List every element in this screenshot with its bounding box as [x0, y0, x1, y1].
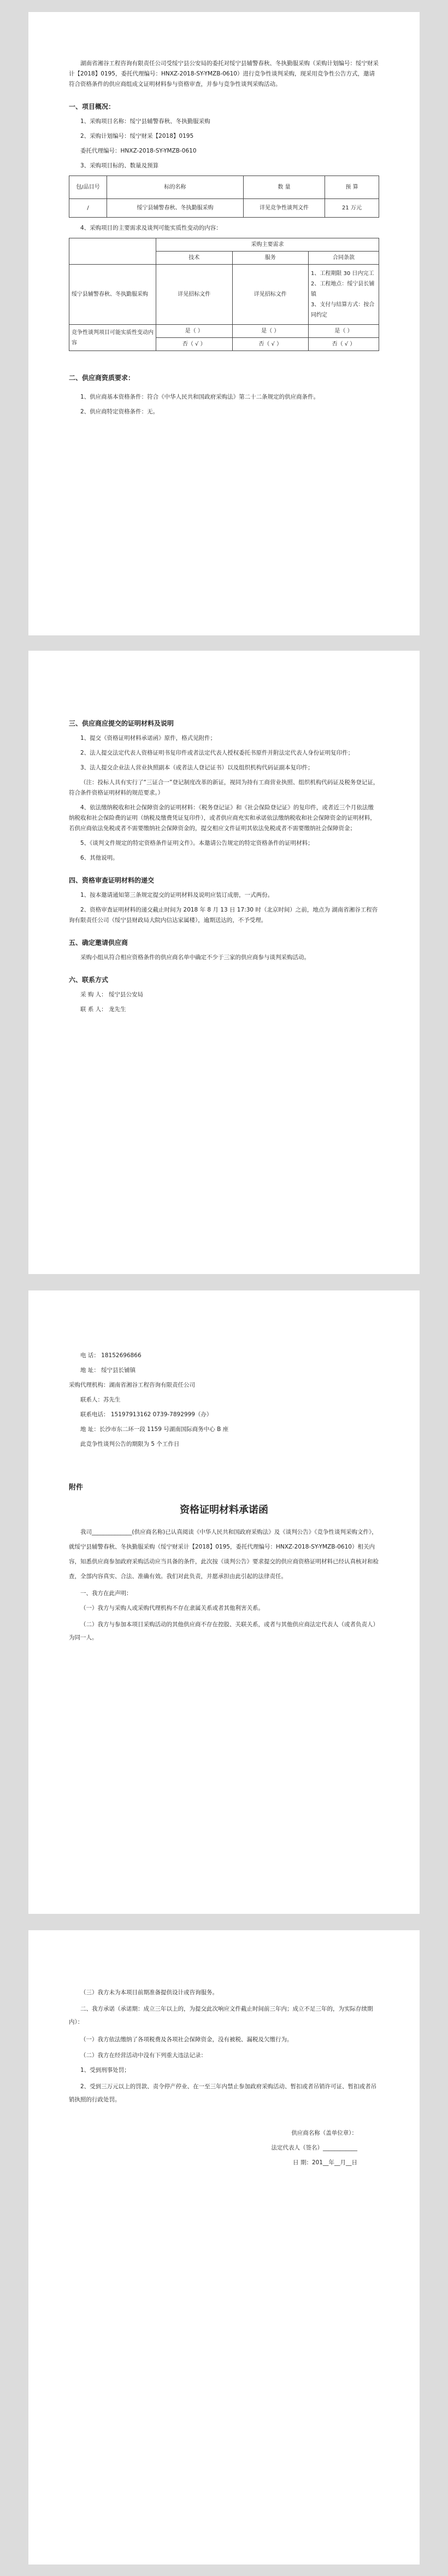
declaration-1: （一）我方与采购人或采购代理机构不存在隶属关系或者其他利害关系。 — [80, 1605, 264, 1611]
declaration-3: （三）我方未为本项目前期准备提供设计或咨询服务。 — [80, 1989, 218, 1996]
td-yes-3: 是（ ） — [309, 325, 379, 338]
annex-label: 附件 — [69, 1483, 84, 1492]
phone-line: 电 话： 18152696866 — [80, 1352, 142, 1359]
requirement-2: 2、供应商特定资格条件：无。 — [80, 408, 159, 415]
material-6: 6、其他说明。 — [80, 855, 119, 861]
th-qty: 数 量 — [244, 176, 325, 199]
requirements-table — [69, 238, 379, 351]
material-5: 5、《谈判文件规定的特定资格条件证明文件》。本邀请公告规定的特定资格条件的证明材料； — [80, 840, 314, 846]
validity-line: 此竞争性谈判公告的期限为 5 个工作日 — [80, 1441, 180, 1447]
material-3: 3、法人提交企业法人营业执照副本（或者法人登记证书）以及组织机构代码证副本复印件； — [80, 764, 314, 771]
declaration-heading: 一、我方在此声明： — [80, 1590, 132, 1597]
letter-body: 我司______________(供应商名称)已认真阅读《中华人民共和国政府采购法》及《谈判公告》《竞争性谈判采购文件》，就绥宁县辅警春秋、冬执勤服采购（绥宁财采计【2018】0195，委托代理编号：HNXZ-2018-SY-YMZB-0610）相关内容，知悉供应商参加政府采购活动应当具备的条件，此次按《谈判公告》要求提交的供应商资格证明材料已经认真核对和检查，全部内容真实、合法、准确有效。我们对此负责，并愿承担由此引起的法律责任。 — [69, 1529, 379, 1580]
th-budget: 预 算 — [325, 176, 379, 199]
td-qty: 详见竞争性谈判文件 — [244, 199, 325, 218]
item-2b: 委托代理编号：HNXZ-2018-SY-YMZB-0610 — [80, 148, 197, 154]
document-page-1 — [28, 12, 420, 635]
address-line: 地 址： 绥宁县长铺镇 — [80, 1367, 136, 1374]
td-budget: 21 万元 — [325, 199, 379, 218]
section-heading-2: 二、供应商资质要求： — [69, 374, 135, 382]
th-service: 服务 — [232, 252, 309, 265]
violation-1: 1、受到刑事处罚； — [80, 2067, 130, 2073]
letter-title: 资格证明材料承诺函 — [180, 1504, 268, 1516]
item-4: 4、采购项目的主要需求及谈判可能实质性变动的内容： — [80, 225, 222, 231]
td-name: 绥宁县辅警春秋、冬执勤服采购 — [107, 199, 244, 218]
item-1: 1、采购项目名称：绥宁县辅警春秋、冬执勤服采购 — [80, 118, 210, 125]
invite-paragraph: 采购小组从符合相应资格条件的供应商名单中确定不少于三家的供应商参与谈判采购活动。 — [80, 954, 310, 961]
td-req-tech: 详见招标文件 — [156, 265, 233, 325]
td-req-contract: 1、工程期限 30 日内完工 2、工程地点：绥宁县长铺镇 3、支付与结算方式：按合同约定 — [309, 265, 379, 325]
signature-date: 日 期：201__年__月__日 — [293, 2159, 357, 2166]
th-tech: 技术 — [156, 252, 233, 265]
buyer-line: 采 购 人： 绥宁县公安局 — [80, 991, 144, 998]
submit-2: 2、资格审查证明材料的递交截止时间为 2018 年 8 月 13 日 17:30 时（北京时间）之前，地点为 湖南省湘谷工程咨询有限责任公司（绥宁县财政局大院内信达家属楼），逾期送达的，不予受理。 — [69, 907, 378, 924]
td-req-service: 详见招标文件 — [232, 265, 309, 325]
commitment-2: （二）我方在经营活动中没有下列重大违法记录： — [80, 2052, 207, 2059]
agency-contact-line: 联系人：苏先生 — [80, 1397, 121, 1403]
material-1: 1、提交《资格证明材料承诺函》原件，格式见附件； — [80, 735, 216, 741]
submit-1: 1、按本邀请通知第三条规定提交的证明材料及说明应装订成册，一式两份。 — [80, 892, 274, 898]
intro-paragraph: 湖南省湘谷工程咨询有限责任公司受绥宁县公安局的委托对绥宁县辅警春秋、冬执勤服采购（采购计划编号：绥宁财采计【2018】0195，委托代理编号：HNXZ-2018-SY-YMZB-0610）进行竞争性谈判采购，现采用竞争性公告方式，邀请符合资格条件的供应商组成文证明材料参与资格审查，并参与竞争性谈判采购活动。 — [69, 60, 379, 87]
section-heading-6: 六、联系方式 — [69, 976, 109, 984]
th-main-req: 采购主要需求 — [156, 238, 379, 252]
document-page-4 — [28, 1930, 420, 2565]
material-2: 2、法人提交法定代表人资格证明书复印件或者法定代表人授权委托书原件并附法定代表人身份证明复印件； — [80, 750, 354, 756]
th-name: 标的名称 — [107, 176, 244, 199]
td-yes-1: 是（ ） — [156, 325, 233, 338]
td-no-1: 否（ √ ） — [156, 338, 233, 351]
item-2: 2、采购计划编号：绥宁财采【2018】0195 — [80, 133, 194, 139]
document-page-2 — [28, 651, 420, 1274]
contact-line: 联 系 人： 龙先生 — [80, 1006, 126, 1013]
td-req-name: 绥宁县辅警春秋、冬执勤服采购 — [69, 265, 156, 325]
section-heading-5: 五、确定邀请供应商 — [69, 939, 128, 947]
td-no-3: 否（ √ ） — [309, 338, 379, 351]
signature-representative: 法定代表人（签名）____________ — [271, 2145, 357, 2151]
material-note: （注：投标人具有实行了“三证合一”登记制度改革的新证，视同为持有工商营业执照、组织机构代码证及税务登记证，符合条件资格证明材料的规范要求。） — [69, 779, 379, 796]
budget-table — [69, 176, 379, 218]
th-contract: 合同条款 — [309, 252, 379, 265]
td-package: / — [69, 199, 107, 218]
document-page-3 — [28, 1290, 420, 1914]
agency-address-line: 地 址：长沙市东二环一段 1159 号湖南国际商务中心 B 座 — [80, 1426, 229, 1433]
declaration-2: （二）我方与参加本项目采购活动的其他供应商不存在控股、关联关系，或者与其他供应商法定代表人（或者负责人）为同一人。 — [69, 1621, 379, 1641]
section-heading-1: 一、项目概况： — [69, 103, 115, 110]
commitment-1: （一）我方依法缴纳了各项税费及各项社会保障资金，没有被税、漏税及欠缴行为。 — [80, 2036, 293, 2043]
violation-2: 2、受到三万元以上的罚款、责令停产停业、在一至三年内禁止参加政府采购活动、暂扣或者吊销许可证、暂扣或者吊销执照的行政处罚。 — [69, 2083, 377, 2103]
td-variable-name: 竞争性谈判项目可能实质性变动内容 — [69, 325, 156, 351]
item-3: 3、采购项目标的、数量及预算 — [80, 162, 159, 169]
td-no-2: 否（ √ ） — [232, 338, 309, 351]
section-heading-4: 四、资格审查证明材料的递交 — [69, 877, 155, 884]
material-4: 4、依法缴纳税收和社会保障资金的证明材料：《税务登记证》和《社会保险登记证》的复印件，或者近三个月依法缴纳税收和社会保险费的证明（纳税及缴费凭证复印件），或者供应商充实和承诺依法缴纳税收和社会保障资金的证明材料，若供应商依法免税或者不需要缴纳社会保障资金的，提交相应文件证明其依法免税或者不需要缴纳社会保障资金； — [69, 804, 376, 832]
agency-line: 采购代理机构：湖南省湘谷工程咨询有限责任公司 — [69, 1382, 195, 1388]
requirement-1: 1、供应商基本资格条件：符合《中华人民共和国政府采购法》第二十二条规定的供应商条件。 — [80, 394, 320, 400]
th-empty — [69, 238, 156, 265]
commitment-heading: 二、我方承诺（承诺期：成立三年以上的，为提交此次响应文件截止时间前三年内；成立不足三年的，为实际存续期内）： — [69, 2006, 373, 2025]
th-package: 包/品目号 — [69, 176, 107, 199]
td-yes-2: 是（ ） — [232, 325, 309, 338]
section-heading-3: 三、供应商应提交的证明材料及说明 — [69, 720, 174, 727]
agency-phone-line: 联系电话： 15197913162 0739-7892999（办） — [80, 1411, 213, 1418]
signature-company: 供应商名称（盖单位章）： — [291, 2130, 357, 2136]
